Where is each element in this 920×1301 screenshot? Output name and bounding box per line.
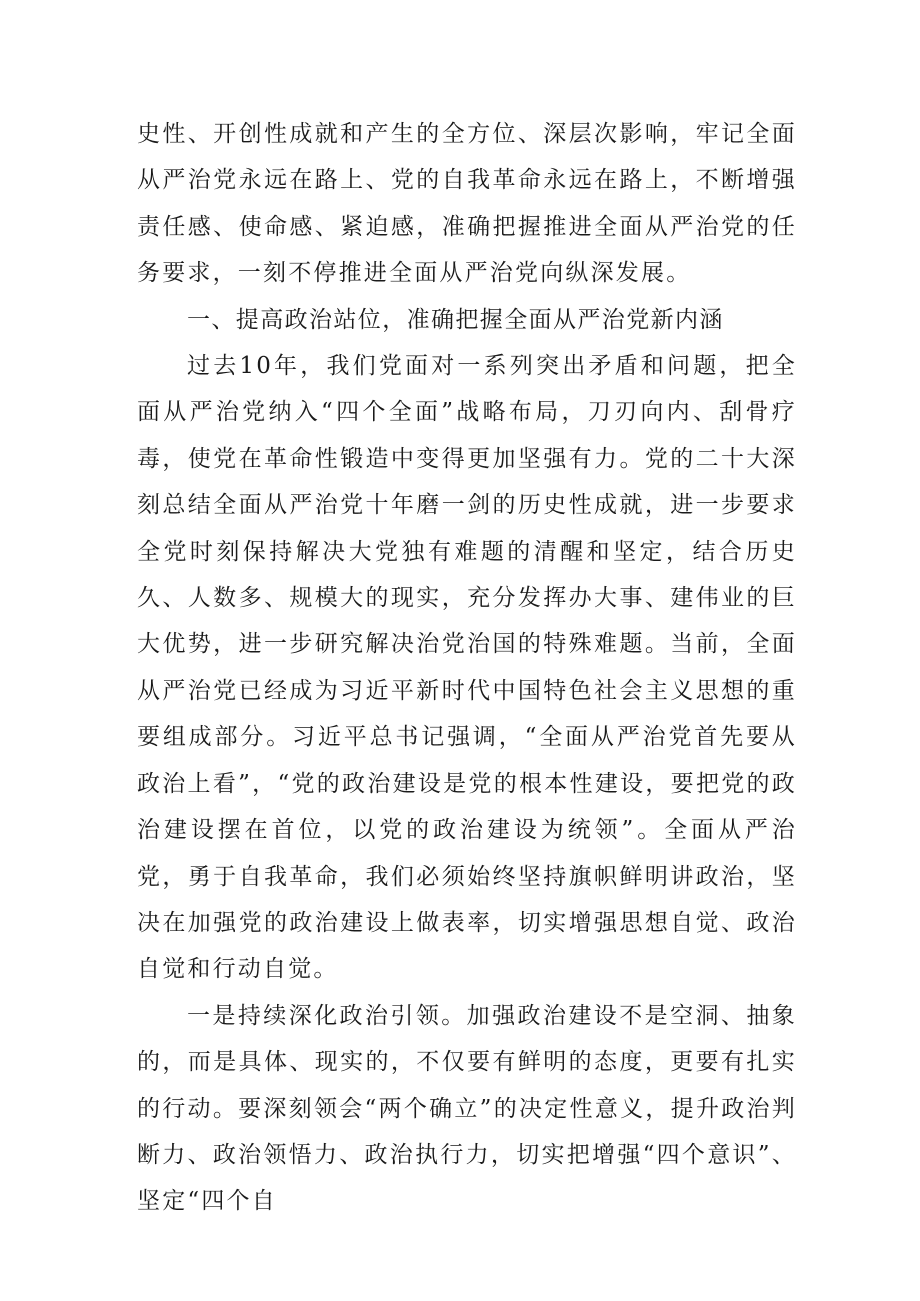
document-body bbox=[137, 111, 797, 1225]
paragraph-continuation: 史性、开创性成就和产生的全方位、深层次影响，牢记全面从严治党永远在路上、党的自我革命永远在路上，不断增强责任感、使命感、紧迫感，准确把握推进全面从严治党的任务要求，一刻不停推进全面从严治党向纵深发展。 bbox=[137, 121, 797, 287]
section-heading: 一、提高政治站位，准确把握全面从严治党新内涵 bbox=[187, 306, 724, 333]
paragraph-body-2: 一是持续深化政治引领。加强政治建设不是空洞、抽象的，而是具体、现实的，不仅要有鲜明的态度，更要有扎实的行动。要深刻领会“两个确立”的决定性意义，提升政治判断力、政治领悟力、政治执行力，切实把增强“四个意识”、坚定“四个自 bbox=[137, 1002, 797, 1215]
paragraph-body-1: 过去10年，我们党面对一系列突出矛盾和问题，把全面从严治党纳入“四个全面”战略布局，刀刃向内、刮骨疗毒，使党在革命性锻造中变得更加坚强有力。党的二十大深刻总结全面从严治党十年磨一剑的历史性成就，进一步要求全党时刻保持解决大党独有难题的清醒和坚定，结合历史久、人数多、规模大的现实，充分发挥办大事、建伟业的巨大优势，进一步研究解决治党治国的特殊难题。当前，全面从严治党已经成为习近平新时代中国特色社会主义思想的重要组成部分。习近平总书记强调，“全面从严治党首先要从政治上看”，“党的政治建设是党的根本性建设，要把党的政治建设摆在首位，以党的政治建设为统领”。全面从严治党，勇于自我革命，我们必须始终坚持旗帜鲜明讲政治，坚决在加强党的政治建设上做表率，切实增强思想自觉、政治自觉和行动自觉。 bbox=[137, 353, 797, 983]
